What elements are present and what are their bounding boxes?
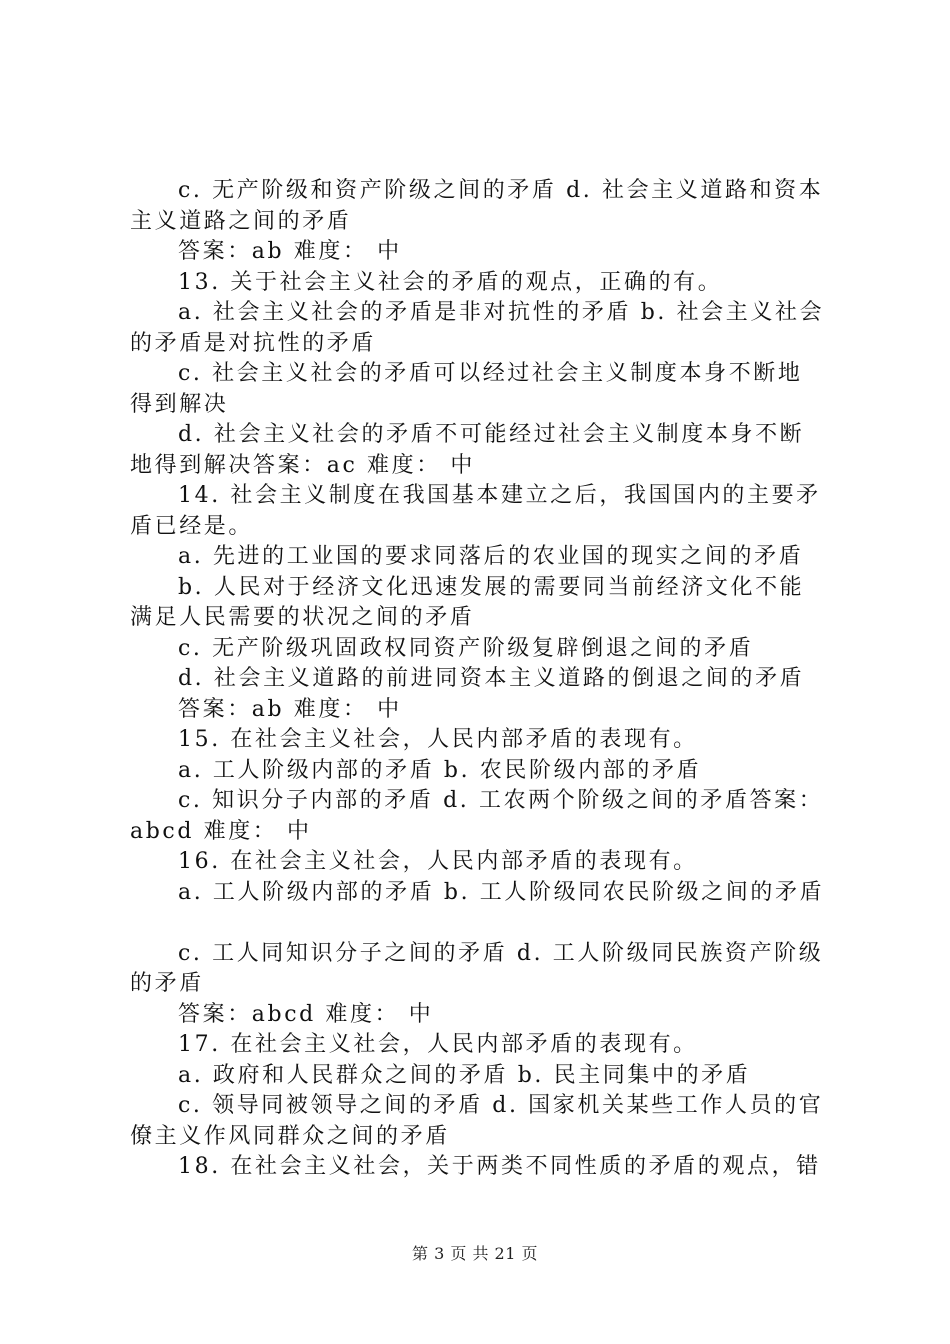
text-line: 盾已经是。 bbox=[130, 513, 254, 539]
text-line: 得到解决 bbox=[130, 391, 229, 417]
text-line: 17. 在社会主义社会，人民内部矛盾的表现有。 bbox=[178, 1032, 698, 1057]
text-line: 主义道路之间的矛盾 bbox=[130, 208, 352, 234]
text-line: d. 社会主义社会的矛盾不可能经过社会主义制度本身不断 bbox=[178, 422, 805, 447]
text-line: 答案：abcd 难度： 中 bbox=[178, 1001, 434, 1027]
text-line: c. 领导同被领导之间的矛盾 d. 国家机关某些工作人员的官 bbox=[178, 1093, 824, 1118]
text-line: 的矛盾 bbox=[130, 971, 204, 996]
text-line: d. 社会主义道路的前进同资本主义道路的倒退之间的矛盾 bbox=[178, 666, 805, 691]
text-line: a. 工人阶级内部的矛盾 b. 工人阶级同农民阶级之间的矛盾 bbox=[178, 879, 825, 905]
text-line: c. 无产阶级巩固政权同资产阶级复辟倒退之间的矛盾 bbox=[178, 635, 754, 661]
text-line: 答案：ab 难度： 中 bbox=[178, 239, 402, 264]
blank-line bbox=[130, 908, 832, 939]
text-line: 僚主义作风同群众之间的矛盾 bbox=[130, 1123, 450, 1149]
text-line: 18. 在社会主义社会，关于两类不同性质的矛盾的观点，错 bbox=[178, 1154, 821, 1179]
text-line: abcd 难度： 中 bbox=[130, 818, 312, 844]
text-line: 16. 在社会主义社会，人民内部矛盾的表现有。 bbox=[178, 849, 698, 874]
text-line: 14. 社会主义制度在我国基本建立之后，我国国内的主要矛 bbox=[178, 483, 821, 508]
text-line: 的矛盾是对抗性的矛盾 bbox=[130, 330, 377, 356]
text-line: c. 工人同知识分子之间的矛盾 d. 工人阶级同民族资产阶级 bbox=[178, 940, 824, 966]
text-line: c. 知识分子内部的矛盾 d. 工农两个阶级之间的矛盾答案： bbox=[178, 788, 824, 813]
text-line: a. 先进的工业国的要求同落后的农业国的现实之间的矛盾 bbox=[178, 544, 804, 569]
document-body bbox=[130, 176, 832, 1183]
text-line: a. 工人阶级内部的矛盾 b. 农民阶级内部的矛盾 bbox=[178, 757, 702, 783]
text-line: a. 政府和人民群众之间的矛盾 b. 民主同集中的矛盾 bbox=[178, 1062, 751, 1088]
text-line: a. 社会主义社会的矛盾是非对抗性的矛盾 b. 社会主义社会 bbox=[178, 300, 825, 325]
text-line: c. 无产阶级和资产阶级之间的矛盾 d. 社会主义道路和资本 bbox=[178, 178, 824, 203]
text-line: 满足人民需要的状况之间的矛盾 bbox=[130, 605, 475, 630]
page-footer: 第 3 页 共 21 页 bbox=[412, 1244, 538, 1263]
text-line: b. 人民对于经济文化迅速发展的需要同当前经济文化不能 bbox=[178, 574, 805, 600]
text-line: 答案：ab 难度： 中 bbox=[178, 696, 402, 722]
text-line: 15. 在社会主义社会，人民内部矛盾的表现有。 bbox=[178, 727, 698, 752]
text-line: 地得到解决答案：ac 难度： 中 bbox=[130, 452, 476, 478]
text-line: 13. 关于社会主义社会的矛盾的观点，正确的有。 bbox=[178, 269, 723, 295]
text-line: c. 社会主义社会的矛盾可以经过社会主义制度本身不断地 bbox=[178, 361, 803, 386]
